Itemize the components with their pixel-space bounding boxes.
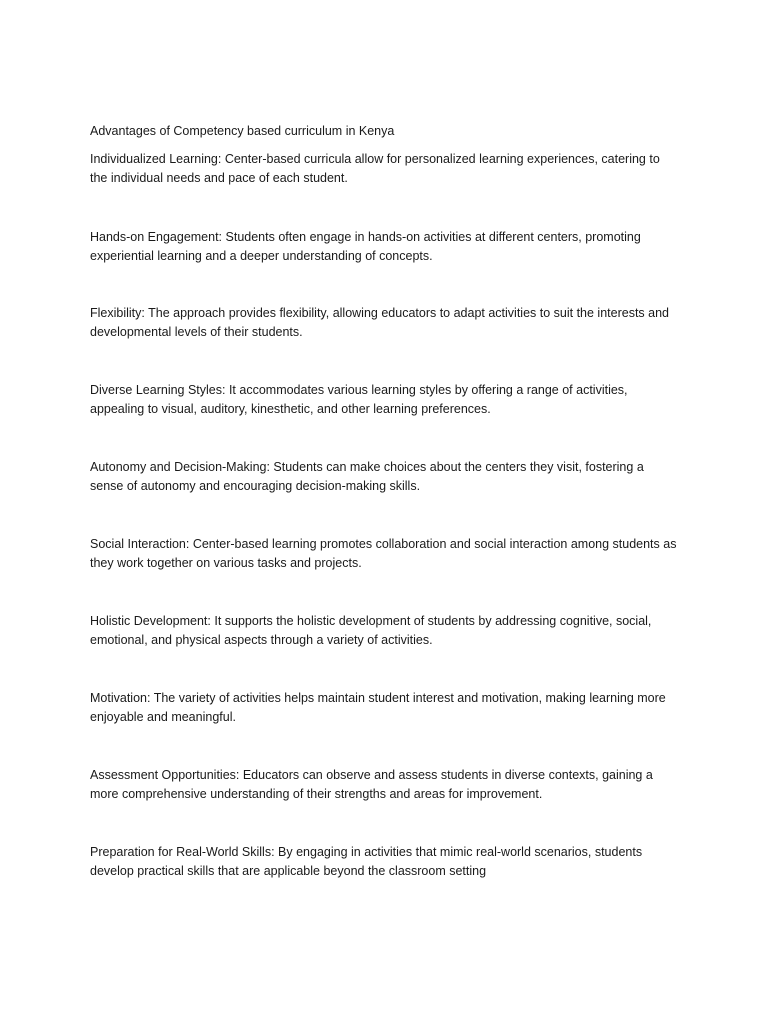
paragraph-autonomy-decision-making: Autonomy and Decision-Making: Students can make choices about the centers they visit, fostering a sense of autonomy and encouraging decision-making skills. — [90, 460, 644, 493]
paragraph-individualized-learning: Individualized Learning: Center-based curricula allow for personalized learning experiences, catering to the individual needs and pace of each student. — [90, 152, 660, 185]
document-title: Advantages of Competency based curriculum in Kenya — [90, 124, 395, 138]
paragraph-motivation: Motivation: The variety of activities helps maintain student interest and motivation, making learning more enjoyable and meaningful. — [90, 691, 666, 724]
paragraph-social-interaction: Social Interaction: Center-based learning promotes collaboration and social interaction among students as they work together on various tasks and projects. — [90, 537, 677, 570]
paragraph-real-world-skills: Preparation for Real-World Skills: By engaging in activities that mimic real-world scenarios, students develop practical skills that are applicable beyond the classroom setting — [90, 845, 643, 878]
paragraph-assessment-opportunities: Assessment Opportunities: Educators can observe and assess students in diverse contexts, gaining a more comprehensive understanding of their strengths and areas for improvement. — [90, 768, 653, 801]
paragraph-holistic-development: Holistic Development: It supports the holistic development of students by addressing cognitive, social, emotional, and physical aspects through a variety of activities. — [90, 614, 652, 647]
paragraph-diverse-learning-styles: Diverse Learning Styles: It accommodates various learning styles by offering a range of activities, appealing to visual, auditory, kinesthetic, and other learning preferences. — [90, 383, 628, 416]
paragraph-hands-on-engagement: Hands-on Engagement: Students often engage in hands-on activities at different centers, promoting experiential learning and a deeper understanding of concepts. — [90, 230, 641, 263]
paragraph-flexibility: Flexibility: The approach provides flexibility, allowing educators to adapt activities to suit the interests and developmental levels of their students. — [90, 306, 670, 339]
